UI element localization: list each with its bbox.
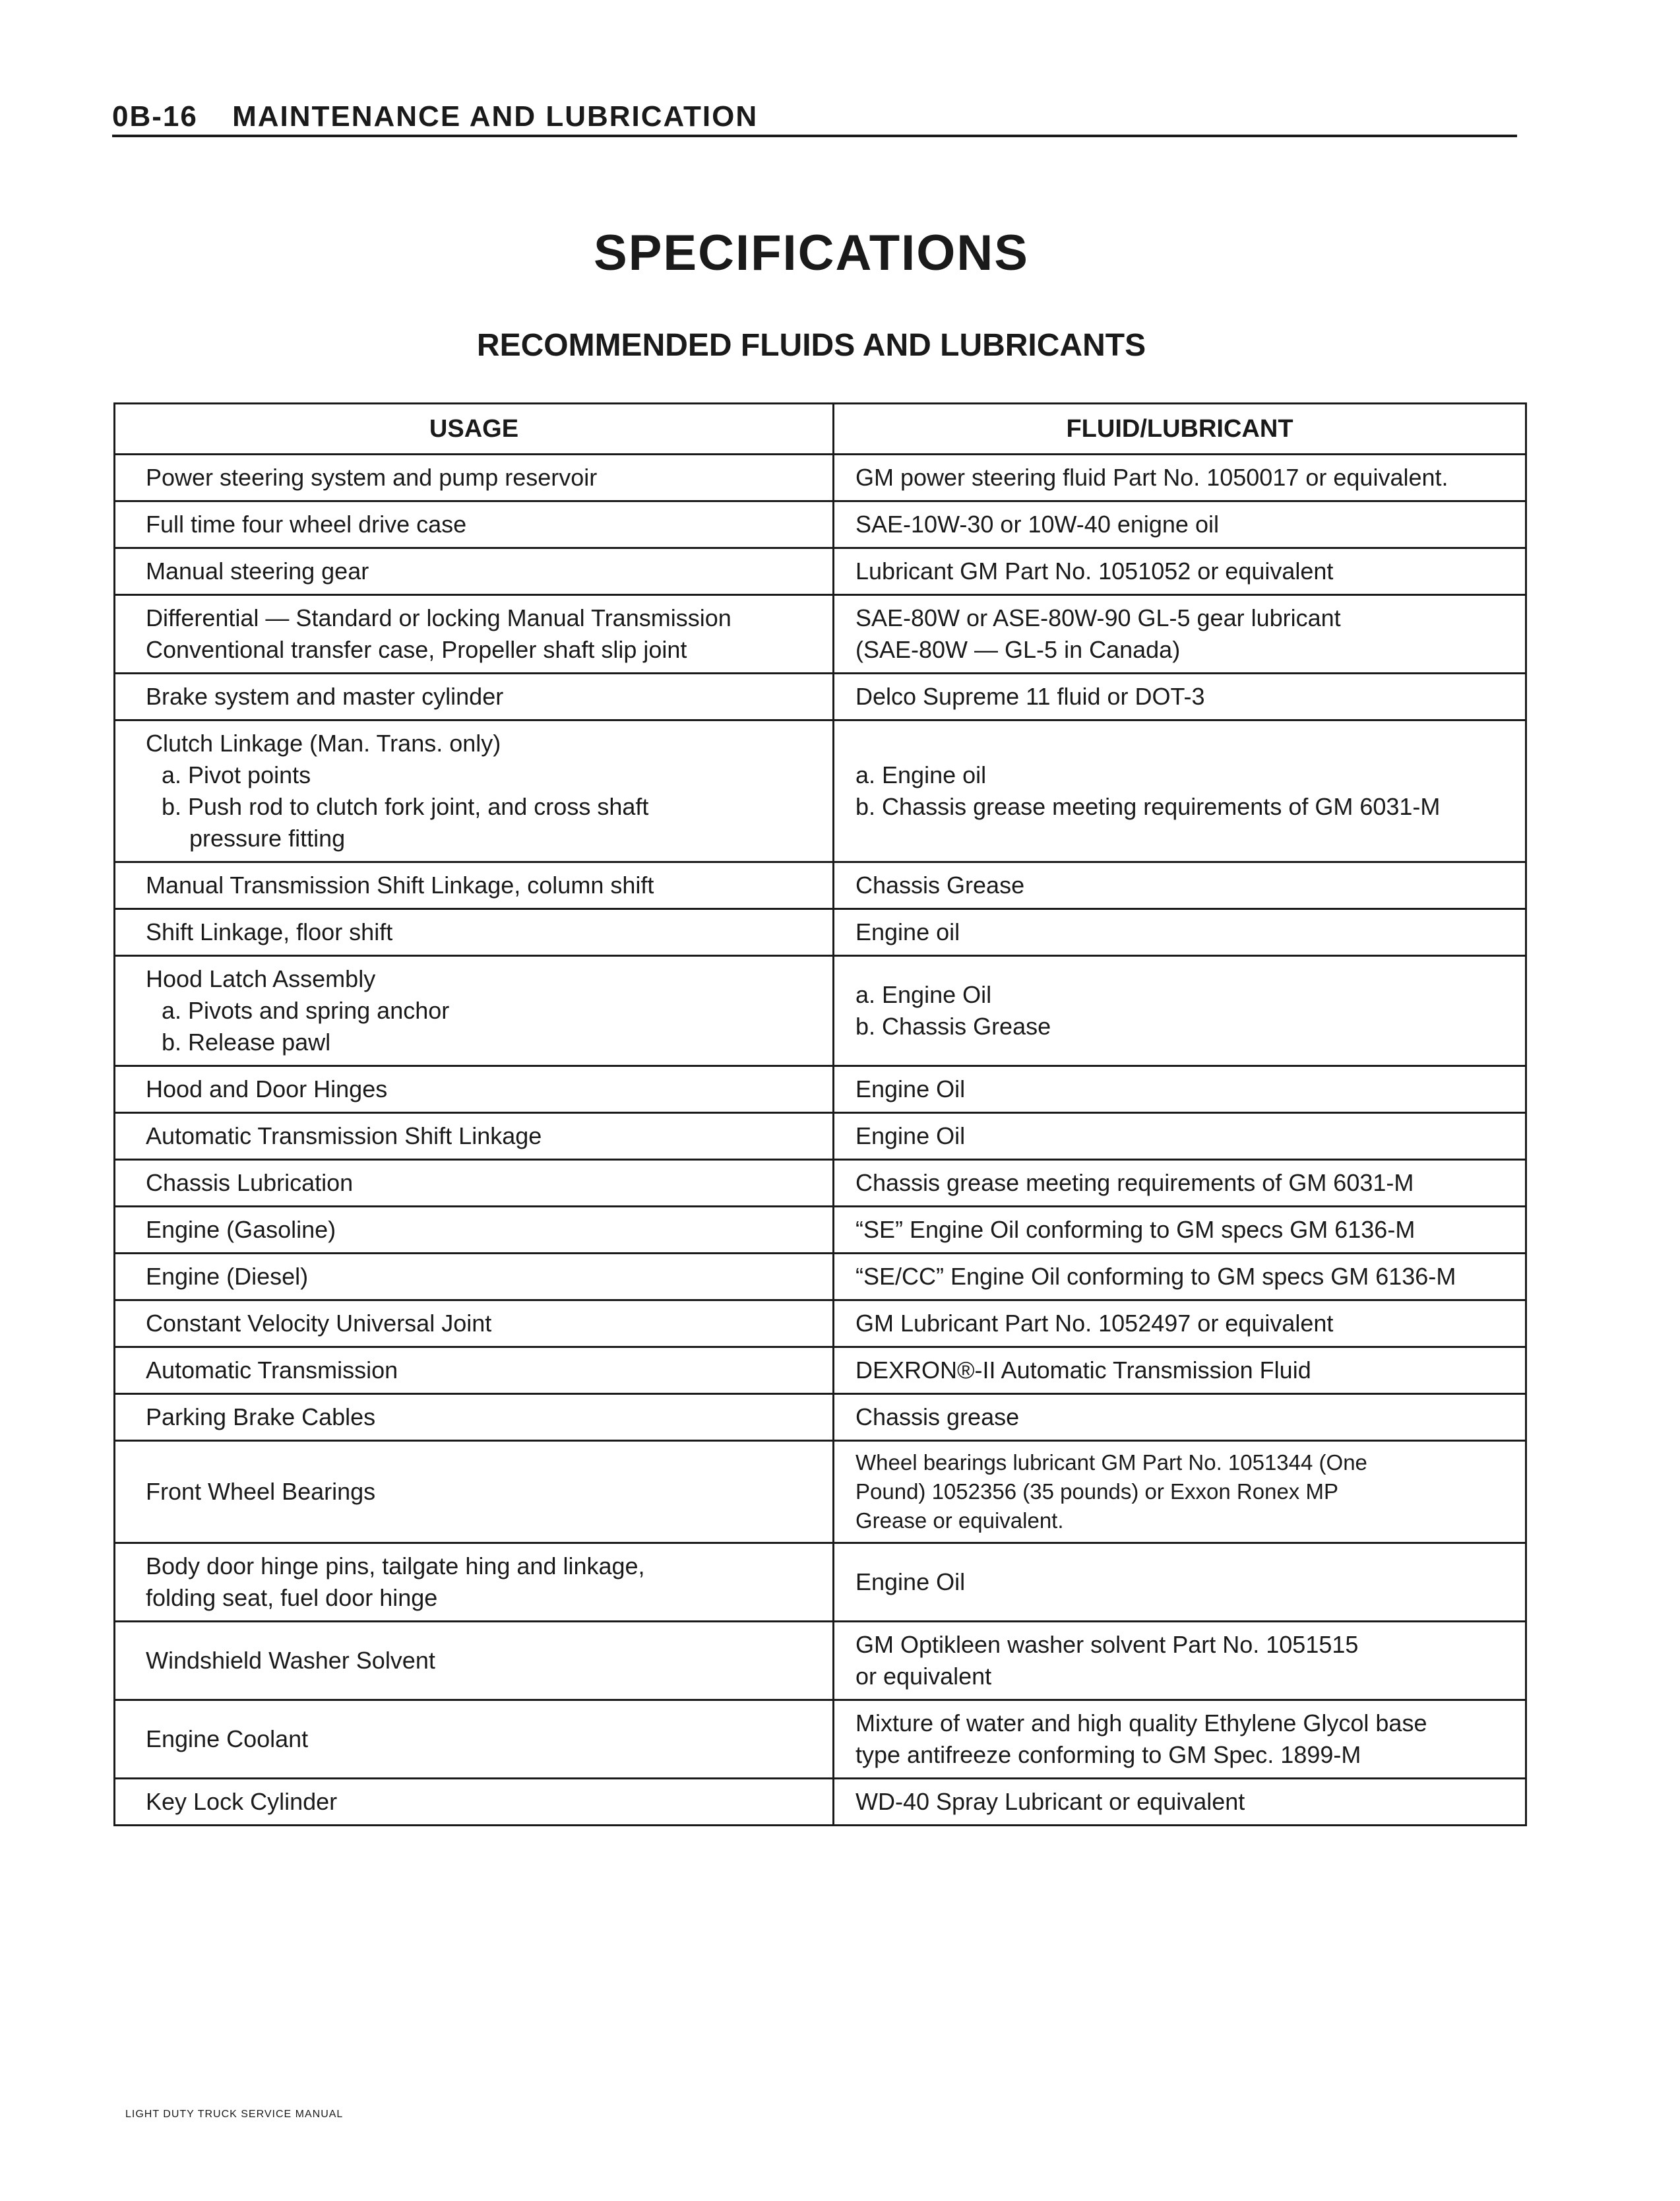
- usage-text: a. Pivots and spring anchor: [162, 997, 450, 1024]
- fluid-cell: [834, 455, 1526, 501]
- fluid-cell: [834, 1394, 1526, 1441]
- fluid-cell: [834, 1700, 1526, 1779]
- usage-text: Hood Latch Assembly: [146, 965, 376, 992]
- usage-cell: [115, 595, 834, 674]
- usage-cell: [115, 1622, 834, 1700]
- table-row: [115, 455, 1526, 501]
- page-header: [112, 99, 1517, 137]
- fluid-text: GM Lubricant Part No. 1052497 or equivalent: [856, 1310, 1334, 1337]
- usage-text: Shift Linkage, floor shift: [146, 918, 393, 945]
- table-row: [115, 862, 1526, 909]
- usage-cell: [115, 455, 834, 501]
- usage-text: b. Release pawl: [162, 1029, 331, 1056]
- usage-text: Constant Velocity Universal Joint: [146, 1310, 492, 1337]
- fluid-cell: [834, 909, 1526, 956]
- fluid-text: GM power steering fluid Part No. 1050017 or equivalent.: [856, 464, 1448, 491]
- table-row: [115, 909, 1526, 956]
- fluid-cell: [834, 1254, 1526, 1300]
- usage-text: Automatic Transmission: [146, 1356, 398, 1384]
- table-row: [115, 956, 1526, 1066]
- fluid-text: type antifreeze conforming to GM Spec. 1899-M: [856, 1741, 1361, 1768]
- table-row: [115, 501, 1526, 548]
- table-row: [115, 1441, 1526, 1543]
- fluid-text: “SE” Engine Oil conforming to GM specs GM 6136-M: [856, 1216, 1416, 1243]
- usage-text: Engine Coolant: [146, 1725, 309, 1752]
- usage-text: Parking Brake Cables: [146, 1403, 376, 1430]
- section-title: MAINTENANCE AND LUBRICATION: [232, 100, 759, 133]
- usage-text: pressure fitting: [189, 825, 346, 852]
- usage-text: Manual Transmission Shift Linkage, column shift: [146, 872, 654, 899]
- usage-cell: [115, 501, 834, 548]
- fluid-cell: [834, 1207, 1526, 1254]
- column-header-usage: USAGE: [115, 404, 834, 455]
- fluid-text: a. Engine Oil: [856, 981, 992, 1008]
- table-row: [115, 674, 1526, 720]
- table-row: [115, 1113, 1526, 1160]
- table-row: [115, 720, 1526, 862]
- usage-text: Manual steering gear: [146, 558, 369, 585]
- fluid-text: Chassis grease: [856, 1403, 1020, 1430]
- table-row: [115, 1700, 1526, 1779]
- fluid-text: Delco Supreme 11 fluid or DOT-3: [856, 683, 1205, 710]
- table-header-row: [115, 404, 1526, 455]
- usage-text: folding seat, fuel door hinge: [146, 1584, 438, 1611]
- page-subtitle: RECOMMENDED FLUIDS AND LUBRICANTS: [476, 328, 1146, 363]
- fluid-cell: [834, 956, 1526, 1066]
- fluid-cell: [834, 1066, 1526, 1113]
- fluid-cell: [834, 501, 1526, 548]
- fluid-cell: [834, 1622, 1526, 1700]
- fluid-cell: [834, 862, 1526, 909]
- footer-text: LIGHT DUTY TRUCK SERVICE MANUAL: [125, 2109, 344, 2120]
- table-row: [115, 1394, 1526, 1441]
- page-number: 0B-16: [112, 100, 198, 133]
- fluid-text: Pound) 1052356 (35 pounds) or Exxon Ronex MP: [856, 1479, 1338, 1504]
- usage-cell: [115, 956, 834, 1066]
- table-row: [115, 1543, 1526, 1622]
- usage-cell: [115, 1160, 834, 1207]
- fluid-text: DEXRON®-II Automatic Transmission Fluid: [856, 1356, 1311, 1384]
- usage-cell: [115, 1543, 834, 1622]
- table-row: [115, 1254, 1526, 1300]
- fluid-text: Engine Oil: [856, 1122, 966, 1149]
- fluid-cell: [834, 1543, 1526, 1622]
- usage-cell: [115, 1066, 834, 1113]
- fluid-text: Engine oil: [856, 918, 960, 945]
- fluid-cell: [834, 720, 1526, 862]
- fluid-text: Engine Oil: [856, 1075, 966, 1102]
- usage-text: Clutch Linkage (Man. Trans. only): [146, 730, 501, 757]
- fluid-text: “SE/CC” Engine Oil conforming to GM specs GM 6136-M: [856, 1263, 1456, 1290]
- usage-text: a. Pivot points: [162, 761, 311, 788]
- fluid-cell: [834, 1441, 1526, 1543]
- fluid-text: Mixture of water and high quality Ethylene Glycol base: [856, 1709, 1427, 1737]
- fluid-text: Chassis Grease: [856, 872, 1025, 899]
- fluid-cell: [834, 548, 1526, 595]
- fluids-lubricants-table: [113, 402, 1527, 1826]
- usage-text: Automatic Transmission Shift Linkage: [146, 1122, 542, 1149]
- table-body: [115, 455, 1526, 1826]
- usage-cell: [115, 862, 834, 909]
- usage-text: Full time four wheel drive case: [146, 511, 467, 538]
- table-row: [115, 1300, 1526, 1347]
- fluid-text: a. Engine oil: [856, 761, 987, 788]
- usage-cell: [115, 1441, 834, 1543]
- fluid-text: Grease or equivalent.: [856, 1508, 1064, 1533]
- fluid-text: Chassis grease meeting requirements of GM 6031-M: [856, 1169, 1414, 1196]
- table-row: [115, 1622, 1526, 1700]
- column-header-fluid: FLUID/LUBRICANT: [834, 404, 1526, 455]
- table-row: [115, 548, 1526, 595]
- fluid-cell: [834, 1300, 1526, 1347]
- table-row: [115, 1347, 1526, 1394]
- usage-cell: [115, 720, 834, 862]
- usage-cell: [115, 1207, 834, 1254]
- usage-text: Brake system and master cylinder: [146, 683, 504, 710]
- usage-text: Key Lock Cylinder: [146, 1788, 338, 1815]
- table-row: [115, 595, 1526, 674]
- usage-cell: [115, 1254, 834, 1300]
- usage-text: Windshield Washer Solvent: [146, 1647, 435, 1674]
- fluid-text: b. Chassis grease meeting requirements of GM 6031-M: [856, 793, 1441, 820]
- page-title: SPECIFICATIONS: [594, 225, 1029, 281]
- usage-text: Engine (Gasoline): [146, 1216, 336, 1243]
- usage-cell: [115, 1700, 834, 1779]
- fluid-text: b. Chassis Grease: [856, 1013, 1051, 1040]
- usage-text: b. Push rod to clutch fork joint, and cross shaft: [162, 793, 649, 820]
- fluid-text: Wheel bearings lubricant GM Part No. 1051344 (One: [856, 1450, 1367, 1475]
- table-row: [115, 1779, 1526, 1826]
- usage-text: Front Wheel Bearings: [146, 1478, 376, 1505]
- fluid-text: Engine Oil: [856, 1568, 966, 1595]
- fluid-text: WD-40 Spray Lubricant or equivalent: [856, 1788, 1245, 1815]
- usage-text: Conventional transfer case, Propeller shaft slip joint: [146, 636, 687, 663]
- fluid-text: GM Optikleen washer solvent Part No. 1051515: [856, 1631, 1359, 1658]
- fluid-cell: [834, 1347, 1526, 1394]
- fluid-cell: [834, 595, 1526, 674]
- usage-text: Engine (Diesel): [146, 1263, 309, 1290]
- usage-cell: [115, 1779, 834, 1826]
- usage-text: Power steering system and pump reservoir: [146, 464, 598, 491]
- usage-cell: [115, 1300, 834, 1347]
- fluid-cell: [834, 1160, 1526, 1207]
- usage-text: Body door hinge pins, tailgate hing and linkage,: [146, 1552, 645, 1579]
- fluid-text: Lubricant GM Part No. 1051052 or equivalent: [856, 558, 1334, 585]
- usage-text: Differential — Standard or locking Manual Transmission: [146, 604, 731, 631]
- usage-text: Chassis Lubrication: [146, 1169, 354, 1196]
- usage-text: Hood and Door Hinges: [146, 1075, 388, 1102]
- fluid-cell: [834, 674, 1526, 720]
- usage-cell: [115, 1347, 834, 1394]
- usage-cell: [115, 1113, 834, 1160]
- fluid-text: SAE-80W or ASE-80W-90 GL-5 gear lubricant: [856, 604, 1341, 631]
- fluid-text: (SAE-80W — GL-5 in Canada): [856, 636, 1181, 663]
- table-row: [115, 1207, 1526, 1254]
- table-row: [115, 1160, 1526, 1207]
- usage-cell: [115, 548, 834, 595]
- usage-cell: [115, 1394, 834, 1441]
- fluid-text: or equivalent: [856, 1663, 992, 1690]
- usage-cell: [115, 674, 834, 720]
- table-row: [115, 1066, 1526, 1113]
- usage-cell: [115, 909, 834, 956]
- fluid-cell: [834, 1779, 1526, 1826]
- fluid-cell: [834, 1113, 1526, 1160]
- fluid-text: SAE-10W-30 or 10W-40 enigne oil: [856, 511, 1219, 538]
